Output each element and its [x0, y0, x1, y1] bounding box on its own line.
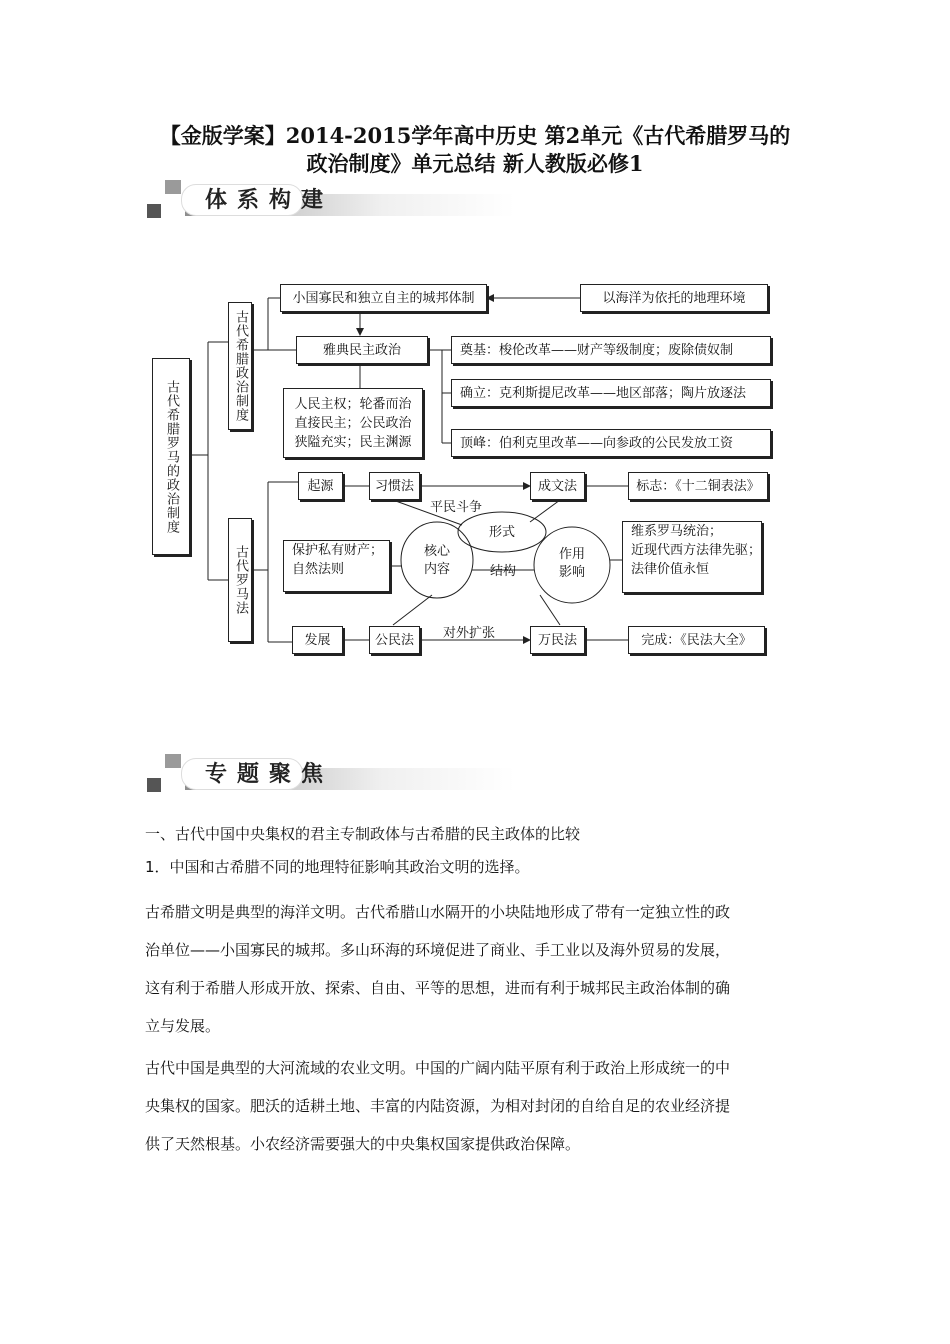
banner-title: 体系构建: [205, 187, 334, 213]
paragraph-line: 立与发展。: [145, 1017, 221, 1035]
symbol-box: 标志：《十二铜表法》: [628, 472, 768, 500]
citizen-law-box: 公民法: [369, 626, 420, 654]
feature-line: 直接民主；公民政治: [294, 415, 412, 431]
core-label: [403, 543, 471, 579]
influence-line: 法律价值永恒: [631, 562, 710, 577]
foundation-box: 奠基：梭伦改革——财产等级制度；废除债奴制: [451, 336, 771, 364]
heading-1: 一、古代中国中央集权的君主专制政体与古希腊的民主政体的比较: [145, 825, 581, 843]
peak-box: 顶峰：伯利克里改革——向参政的公民发放工资: [451, 429, 771, 457]
protect-line: 自然法则: [292, 562, 345, 577]
city-state-box: 小国寡民和独立自主的城邦体制: [280, 284, 487, 312]
paragraph-line: 这有利于希腊人形成开放、探索、自由、平等的思想，进而有利于城邦民主政治体制的确: [145, 979, 731, 997]
paragraph-china: [145, 1049, 810, 1163]
development-box: 发展: [292, 626, 343, 654]
title-line-2: 政治制度》单元总结 新人教版必修1: [306, 151, 644, 176]
influence-line: 维系罗马统治；: [631, 524, 723, 539]
paragraph-greece: [145, 893, 810, 1045]
banner-square: [165, 754, 181, 768]
structure-label: 结构: [489, 564, 516, 579]
feature-line: 人民主权；轮番而治: [294, 396, 412, 412]
effect-label: [538, 546, 606, 582]
content-headings: [145, 820, 810, 881]
protect-box: [283, 540, 390, 592]
influence-line: 近现代西方法律先驱；: [631, 543, 762, 558]
nations-law-box: 万民法: [530, 626, 585, 654]
establish-box: 确立：克利斯提尼改革——地区部落；陶片放逐法: [451, 379, 771, 407]
rome-box: 古代罗马法: [228, 518, 252, 642]
influence-box: [622, 521, 762, 593]
banner-square: [147, 778, 161, 792]
core-line: 核心: [423, 544, 450, 559]
feature-line: 狭隘充实；民主渊源: [294, 434, 412, 450]
geo-env-box: 以海洋为依托的地理环境: [580, 284, 768, 312]
athens-democracy-box: 雅典民主政治: [296, 336, 428, 364]
plebeian-struggle-label: 平民斗争: [430, 500, 483, 515]
paragraph-line: 古希腊文明是典型的海洋文明。古代希腊山水隔开的小块陆地形成了带有一定独立性的政: [145, 903, 731, 921]
origin-box: 起源: [298, 472, 343, 500]
section-banner-topic: [147, 754, 527, 798]
root-box: 古代希腊罗马的政治制度: [152, 358, 190, 555]
custom-law-box: 习惯法: [369, 472, 420, 500]
paragraph-line: 古代中国是典型的大河流域的农业文明。中国的广阔内陆平原有利于政治上形成统一的中: [145, 1059, 731, 1077]
complete-box: 完成：《民法大全》: [628, 626, 765, 654]
heading-2: 1．中国和古希腊不同的地理特征影响其政治文明的选择。: [145, 858, 530, 876]
core-line: 内容: [423, 562, 450, 577]
effect-line: 影响: [558, 565, 585, 580]
democracy-features-box: [283, 388, 423, 458]
paragraph-line: 治单位——小国寡民的城邦。多山环海的环境促进了商业、手工业以及海外贸易的发展，: [145, 941, 731, 959]
written-law-box: 成文法: [530, 472, 585, 500]
protect-line: 保护私有财产；: [292, 543, 384, 558]
expansion-label: 对外扩张: [443, 626, 496, 641]
paragraph-line: 供了天然根基。小农经济需要强大的中央集权国家提供政治保障。: [145, 1135, 581, 1153]
greece-box: 古代希腊政治制度: [228, 302, 252, 430]
paragraph-line: 央集权的国家。肥沃的适耕土地、丰富的内陆资源，为相对封闭的自给自足的农业经济提: [145, 1097, 731, 1115]
banner-title: 专题聚焦: [205, 761, 334, 787]
effect-line: 作用: [558, 547, 585, 562]
title-line-1: 【金版学案】2014-2015学年高中历史 第2单元《古代希腊罗马的: [159, 123, 791, 148]
form-label: 形式: [488, 525, 515, 540]
